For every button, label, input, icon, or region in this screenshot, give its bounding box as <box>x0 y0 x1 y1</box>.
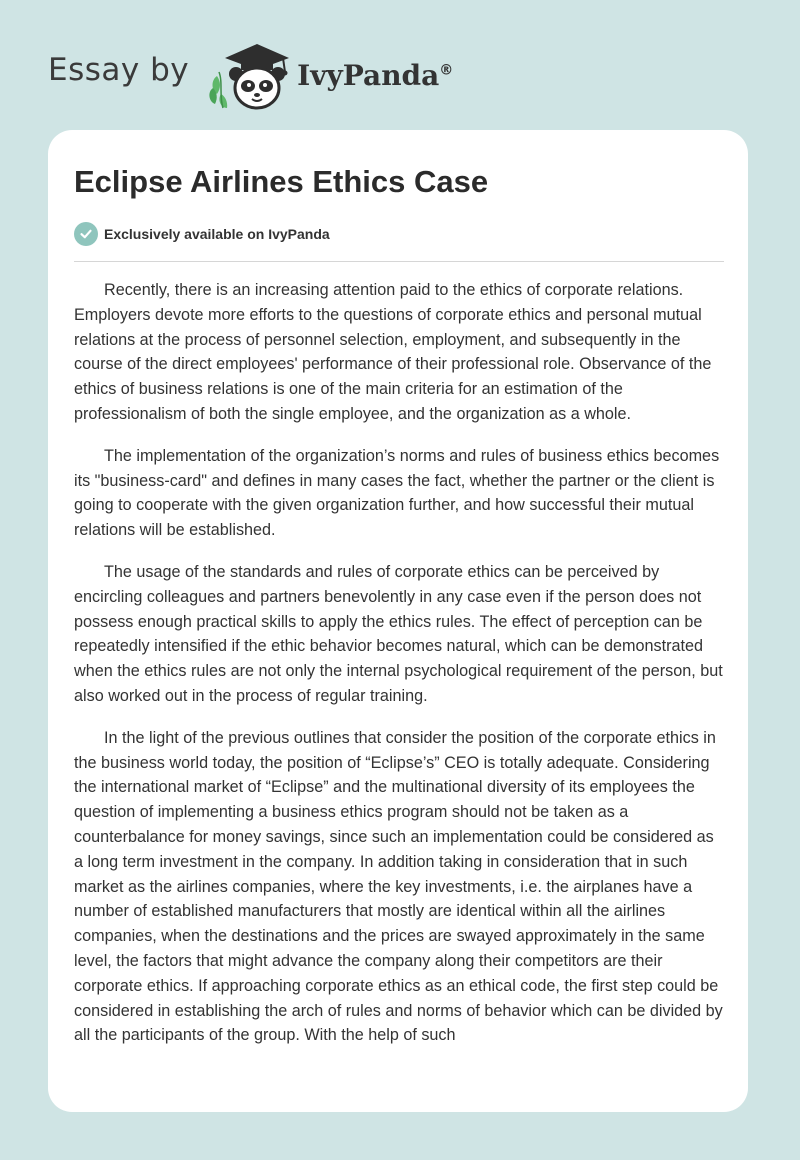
badge-text: Exclusively available on IvyPanda <box>104 226 330 242</box>
page-title: Eclipse Airlines Ethics Case <box>74 164 489 199</box>
exclusive-badge <box>74 222 330 246</box>
paragraph: The usage of the standards and rules of corporate ethics can be perceived by encircling colleagues and partners benevolently in any case even if the person does not possess enough practical skills to apply the ethics rules. The effect of perception can be repeatedly intensified if the ethic behavior becomes natural, which can be demonstrated when the ethics rules are not only the internal psychological requirement of the person, but also worked out in the process of regular training. <box>74 562 723 705</box>
panda-graduate-icon <box>203 36 295 112</box>
check-icon <box>74 222 98 246</box>
registered-mark: ® <box>439 62 454 79</box>
brand-prefix: Essay by <box>48 52 190 88</box>
paragraph: In the light of the previous outlines that consider the position of the corporate ethics in the business world today, the position of “Eclipse’s” CEO is totally adequate. Considering the international market of “Eclipse” and the multinational diversity of its employees the question of implementing a business ethics program should not be taken as a counterbalance for money savings, since such an implementation could be considered as a long term investment in the company. In addition taking in consideration that in such market as the airlines companies, where the key investments, i.e. the airplanes have a number of established manufacturers that mostly are identical within all the airlines companies, when the destinations and the prices are swayed approximately in the same level, the factors that might advance the company along their competitors are their corporate ethics. If approaching corporate ethics as an ethical code, the first step could be considered in establishing the arch of rules and norms of behavior which can be divided by all the participants of the group. With the help of such <box>74 728 723 1045</box>
essay-card <box>48 130 748 1112</box>
essay-body <box>74 278 726 1065</box>
paragraph: The implementation of the organization’s norms and rules of business ethics becomes its "business-card" and defines in many cases the fact, whether the partner or the client is going to cooperate with the given organization further, and how successful their mutual relations will be established. <box>74 446 720 540</box>
brand-header[interactable] <box>48 36 453 112</box>
paragraph: Recently, there is an increasing attention paid to the ethics of corporate relations. Employers devote more efforts to the questions of corporate ethics and personal mutual relations at the process of personnel selection, employment, and subsequently in the course of the direct employees' performance of their professional role. Observance of the ethics of business relations is one of the main criteria for an estimation of the professionalism of both the single employee, and the organization as a whole. <box>74 281 712 423</box>
divider <box>74 261 724 262</box>
brand-name: IvyPanda® <box>297 58 454 92</box>
